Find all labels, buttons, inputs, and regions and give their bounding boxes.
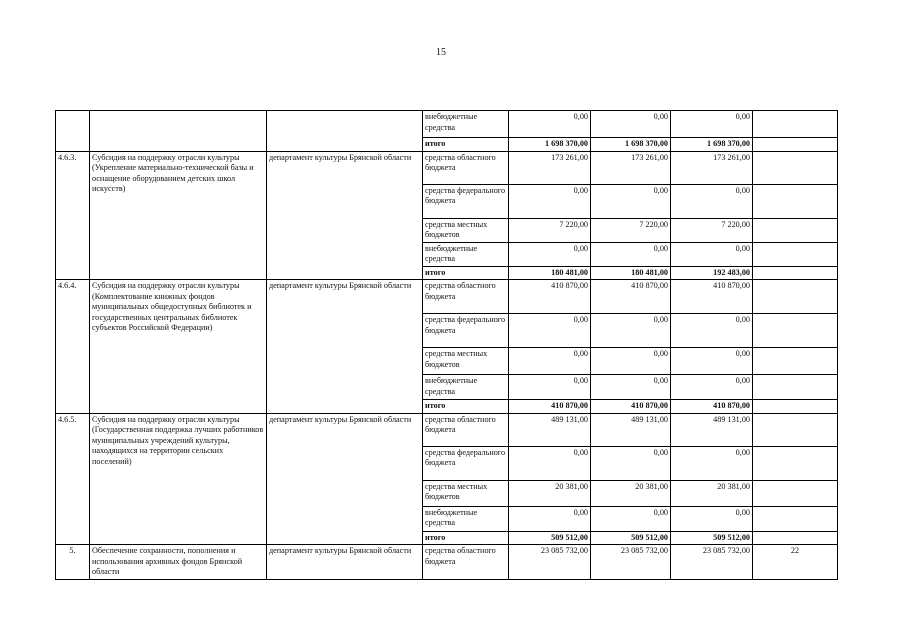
executor-cell: департамент культуры Брянской области [267, 280, 423, 414]
value-cell: 173 261,00 [509, 151, 591, 184]
source-cell: внебюджетные средства [423, 506, 509, 531]
value-cell: 0,00 [509, 446, 591, 480]
value-cell: 7 220,00 [591, 218, 671, 242]
value-cell: 0,00 [591, 375, 671, 400]
value-cell: 410 870,00 [671, 400, 753, 414]
executor-cell [267, 111, 423, 152]
value-cell: 489 131,00 [509, 413, 591, 446]
value-cell: 1 698 370,00 [509, 138, 591, 152]
value-cell: 410 870,00 [591, 400, 671, 414]
extra-cell [753, 506, 838, 531]
value-cell: 0,00 [671, 348, 753, 375]
source-cell: средства федерального бюджета [423, 446, 509, 480]
source-cell: итого [423, 138, 509, 152]
value-cell: 0,00 [671, 375, 753, 400]
value-cell: 0,00 [671, 314, 753, 348]
extra-cell [753, 242, 838, 266]
value-cell: 173 261,00 [591, 151, 671, 184]
value-cell: 0,00 [591, 506, 671, 531]
executor-cell: департамент культуры Брянской области [267, 545, 423, 580]
name-cell: Субсидия на поддержку отрасли культуры (Комплектование книжных фондов муниципальных общедоступных библиотек и государственных центральных библиотек субъектов Российской Федерации) [90, 280, 267, 414]
extra-cell [753, 375, 838, 400]
value-cell: 0,00 [509, 111, 591, 138]
source-cell: внебюджетные средства [423, 375, 509, 400]
value-cell: 0,00 [671, 242, 753, 266]
extra-cell [753, 280, 838, 314]
value-cell: 7 220,00 [671, 218, 753, 242]
value-cell: 0,00 [671, 111, 753, 138]
code-cell: 4.6.4. [56, 280, 90, 414]
value-cell: 23 085 732,00 [671, 545, 753, 580]
value-cell: 0,00 [591, 111, 671, 138]
extra-cell [753, 446, 838, 480]
value-cell: 410 870,00 [591, 280, 671, 314]
table-row [56, 413, 838, 446]
value-cell: 0,00 [591, 348, 671, 375]
source-cell: итого [423, 266, 509, 280]
budget-table [55, 110, 838, 580]
source-cell: средства федерального бюджета [423, 314, 509, 348]
table-row [56, 280, 838, 314]
value-cell: 509 512,00 [671, 531, 753, 545]
value-cell: 20 381,00 [509, 480, 591, 506]
name-cell: Субсидия на поддержку отрасли культуры (Укрепление материально-технической базы и оснащение оборудованием детских школ искусств) [90, 151, 267, 280]
value-cell: 0,00 [509, 184, 591, 218]
value-cell: 509 512,00 [591, 531, 671, 545]
value-cell: 192 483,00 [671, 266, 753, 280]
value-cell: 0,00 [671, 506, 753, 531]
code-cell [56, 111, 90, 152]
extra-cell [753, 138, 838, 152]
extra-cell [753, 151, 838, 184]
name-cell [90, 111, 267, 152]
source-cell: средства местных бюджетов [423, 480, 509, 506]
value-cell: 0,00 [591, 184, 671, 218]
value-cell: 1 698 370,00 [671, 138, 753, 152]
value-cell: 0,00 [509, 506, 591, 531]
extra-cell [753, 400, 838, 414]
name-cell: Обеспечение сохранности, пополнения и использования архивных фондов Брянской области [90, 545, 267, 580]
source-cell: внебюджетные средства [423, 242, 509, 266]
value-cell: 0,00 [671, 184, 753, 218]
source-cell: итого [423, 400, 509, 414]
extra-cell [753, 266, 838, 280]
source-cell: средства областного бюджета [423, 545, 509, 580]
value-cell: 489 131,00 [591, 413, 671, 446]
value-cell: 0,00 [509, 375, 591, 400]
extra-cell [753, 314, 838, 348]
table-row [56, 111, 838, 138]
extra-cell [753, 218, 838, 242]
value-cell: 0,00 [509, 314, 591, 348]
table-row [56, 151, 838, 184]
name-cell: Субсидия на поддержку отрасли культуры (Государственная поддержка лучших работников муниципальных учреждений культуры, находящихся на территории сельских поселений) [90, 413, 267, 545]
value-cell: 180 481,00 [509, 266, 591, 280]
value-cell: 180 481,00 [591, 266, 671, 280]
source-cell: средства местных бюджетов [423, 218, 509, 242]
code-cell: 4.6.5. [56, 413, 90, 545]
source-cell: средства местных бюджетов [423, 348, 509, 375]
source-cell: итого [423, 531, 509, 545]
source-cell: средства областного бюджета [423, 413, 509, 446]
value-cell: 0,00 [591, 242, 671, 266]
source-cell: средства областного бюджета [423, 151, 509, 184]
executor-cell: департамент культуры Брянской области [267, 413, 423, 545]
value-cell: 173 261,00 [671, 151, 753, 184]
source-cell: внебюджетные средства [423, 111, 509, 138]
extra-cell [753, 348, 838, 375]
executor-cell: департамент культуры Брянской области [267, 151, 423, 280]
value-cell: 410 870,00 [509, 400, 591, 414]
extra-cell: 22 [753, 545, 838, 580]
extra-cell [753, 480, 838, 506]
extra-cell [753, 184, 838, 218]
extra-cell [753, 531, 838, 545]
code-cell: 5. [56, 545, 90, 580]
value-cell: 23 085 732,00 [591, 545, 671, 580]
extra-cell [753, 111, 838, 138]
value-cell: 7 220,00 [509, 218, 591, 242]
page-number: 15 [436, 47, 446, 58]
table-row [56, 545, 838, 580]
source-cell: средства федерального бюджета [423, 184, 509, 218]
value-cell: 489 131,00 [671, 413, 753, 446]
value-cell: 20 381,00 [671, 480, 753, 506]
value-cell: 0,00 [509, 242, 591, 266]
source-cell: средства областного бюджета [423, 280, 509, 314]
code-cell: 4.6.3. [56, 151, 90, 280]
value-cell: 509 512,00 [509, 531, 591, 545]
extra-cell [753, 413, 838, 446]
value-cell: 0,00 [591, 446, 671, 480]
value-cell: 410 870,00 [671, 280, 753, 314]
value-cell: 1 698 370,00 [591, 138, 671, 152]
value-cell: 23 085 732,00 [509, 545, 591, 580]
value-cell: 0,00 [591, 314, 671, 348]
value-cell: 0,00 [509, 348, 591, 375]
value-cell: 0,00 [671, 446, 753, 480]
value-cell: 410 870,00 [509, 280, 591, 314]
value-cell: 20 381,00 [591, 480, 671, 506]
